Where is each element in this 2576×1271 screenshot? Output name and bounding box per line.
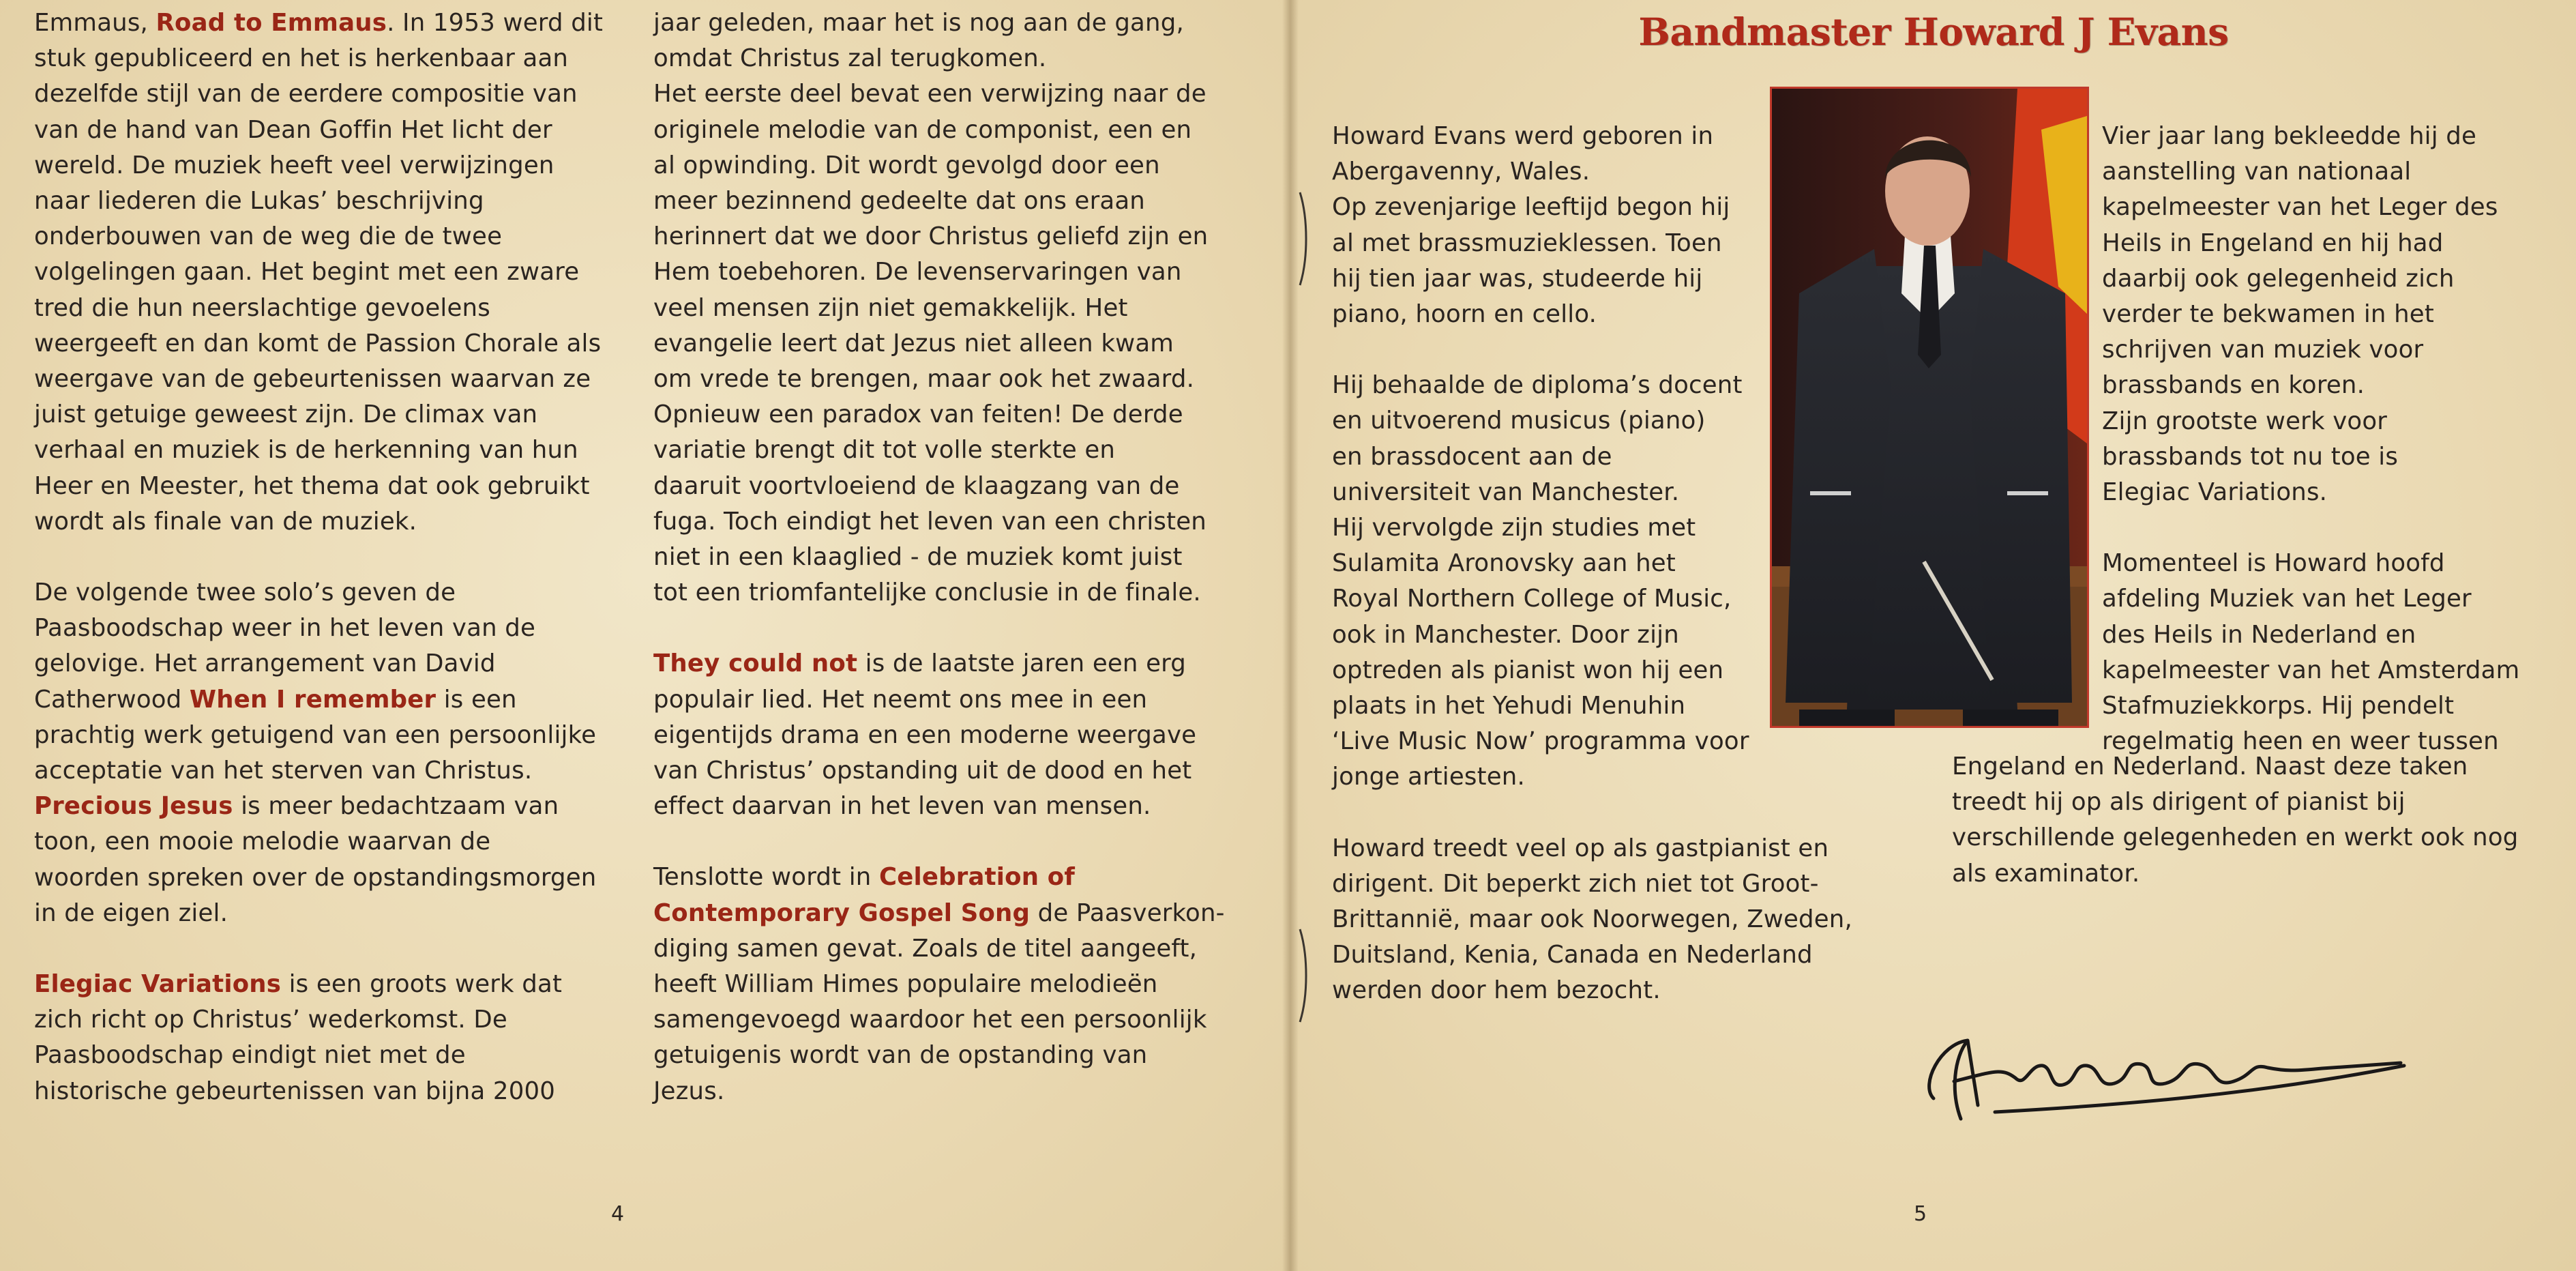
text-segment: Jezus. [653, 1077, 725, 1105]
text-segment: daarbij ook gelegenheid zich [2102, 264, 2455, 293]
text-column-2 [653, 5, 1240, 1109]
text-line [1332, 688, 1796, 724]
paragraph-gap [34, 540, 621, 575]
text-line [1332, 119, 1796, 154]
text-line [653, 433, 1240, 468]
text-line [1332, 510, 1796, 546]
text-line [1332, 831, 1829, 866]
text-segment: is een [436, 685, 517, 714]
text-line [34, 718, 621, 753]
text-line [1332, 226, 1796, 261]
text-segment: is een groots werk dat [281, 970, 563, 999]
text-segment: fuga. Toch eindigt het leven van een christen [653, 507, 1206, 536]
text-segment: universiteit van Manchester. [1332, 478, 1680, 506]
text-segment: toon, een mooie melodie waarvan de [34, 828, 491, 856]
text-line [34, 41, 621, 76]
text-line [1332, 403, 1796, 439]
text-line [34, 1074, 621, 1109]
text-line [653, 540, 1240, 575]
text-segment: Op zevenjarige leeftijd begon hij [1332, 193, 1730, 222]
text-segment: juist getuige geweest zijn. De climax van [34, 400, 538, 429]
text-line [653, 76, 1240, 112]
text-line [34, 254, 621, 290]
text-segment: omdat Christus zal terugkomen. [653, 44, 1047, 73]
text-line [2102, 154, 2538, 190]
text-line [2102, 226, 2538, 261]
text-segment: woorden spreken over de opstandingsmorgen [34, 863, 597, 892]
text-segment: prachtig werk getuigend van een persoonlijke [34, 720, 597, 749]
text-line [2102, 439, 2538, 475]
text-segment: brassbands tot nu toe is [2102, 442, 2399, 471]
text-segment: Duitsland, Kenia, Canada en Nederland [1332, 941, 1813, 969]
text-line [1952, 856, 2552, 892]
text-segment: tot een triomfantelijke conclusie in de finale. [653, 579, 1201, 607]
text-segment: weergave van de gebeurtenissen waarvan ze [34, 365, 591, 394]
text-segment: piano, hoorn en cello. [1332, 300, 1597, 329]
text-segment: Howard Evans werd geboren in [1332, 122, 1714, 150]
text-line [1332, 653, 1796, 688]
text-line [2102, 261, 2538, 297]
text-segment: Brittannië, maar ook Noorwegen, Zweden, [1332, 905, 1852, 934]
text-line [34, 789, 621, 824]
text-segment: Momenteel is Howard hoofd [2102, 549, 2445, 578]
text-line [34, 824, 621, 860]
text-segment: Catherwood [34, 685, 190, 714]
text-segment: Sulamita Aronovsky aan het [1332, 549, 1676, 578]
text-line [34, 682, 621, 718]
paragraph-gap [1332, 795, 1796, 831]
text-line [2102, 546, 2538, 581]
text-line [2102, 297, 2538, 332]
text-segment: wordt als finale van de muziek. [34, 507, 417, 536]
text-line [653, 397, 1240, 433]
portrait-illustration [1772, 89, 2087, 726]
paragraph-gap [653, 611, 1240, 646]
text-segment: en brassdocent aan de [1332, 442, 1612, 471]
text-segment: Howard treedt veel op als gastpianist en [1332, 834, 1829, 862]
text-segment: Opnieuw een paradox van feiten! De derde [653, 400, 1183, 429]
text-segment: aanstelling van nationaal [2102, 158, 2412, 186]
highlighted-title: Road to Emmaus [156, 9, 387, 37]
text-segment: populair lied. Het neemt ons mee in een [653, 685, 1148, 714]
text-segment: historische gebeurtenissen van bijna 2000 [34, 1077, 556, 1105]
text-line [2102, 119, 2538, 154]
text-line [1332, 973, 1796, 1008]
text-segment: en uitvoerend musicus (piano) [1332, 407, 1706, 435]
text-segment: wereld. De muziek heeft veel verwijzingen [34, 151, 554, 179]
text-line [34, 5, 621, 41]
text-line [1332, 190, 1796, 225]
text-segment: dirigent. Dit beperkt zich niet tot Groot- [1332, 869, 1819, 898]
text-segment: verschillende gelegenheden en werkt ook nog [1952, 823, 2519, 852]
text-segment: evangelie leert dat Jezus niet alleen kwam [653, 329, 1174, 357]
text-line [653, 148, 1240, 184]
text-segment: is meer bedachtzaam van [233, 792, 559, 821]
text-line [653, 5, 1240, 41]
text-line [34, 148, 621, 184]
text-segment: plaats in het Yehudi Menuhin [1332, 692, 1686, 720]
text-line [1332, 759, 1796, 795]
text-line [1332, 439, 1796, 475]
highlighted-title: Precious Jesus [34, 792, 233, 821]
text-line [34, 184, 621, 219]
text-segment: Paasboodschap weer in het leven van de [34, 614, 536, 643]
paragraph-gap [34, 931, 621, 967]
text-line [2102, 190, 2538, 225]
portrait-photo [1770, 87, 2089, 728]
text-segment: Paasboodschap eindigt niet met de [34, 1041, 466, 1070]
text-segment: meer bezinnend gedeelte dat ons eraan [653, 187, 1146, 216]
text-line [653, 753, 1240, 789]
text-segment: als examinator. [1952, 859, 2140, 888]
text-segment: Heer en Meester, het thema dat ook gebruikt [34, 471, 590, 500]
text-line [34, 433, 621, 468]
text-line [34, 504, 621, 540]
text-segment: acceptatie van het sterven van Christus. [34, 757, 533, 785]
text-line [1952, 820, 2552, 856]
text-segment: des Heils in Nederland en [2102, 620, 2416, 649]
text-segment: Vier jaar lang bekleedde hij de [2102, 122, 2477, 150]
text-segment: Zijn grootste werk voor [2102, 407, 2388, 435]
text-line [2102, 581, 2538, 617]
text-line [653, 254, 1240, 290]
text-segment: Stafmuziekkorps. Hij pendelt [2102, 692, 2455, 720]
text-line [1332, 475, 1796, 510]
text-segment: Tenslotte wordt in [653, 863, 879, 892]
text-line [653, 504, 1240, 540]
bracket-icon [1294, 191, 1311, 287]
text-segment: samengevoegd waardoor het een persoonlijk [653, 1006, 1207, 1034]
text-segment: Elegiac Variations. [2102, 478, 2328, 507]
text-line [653, 896, 1240, 931]
text-line [653, 575, 1240, 611]
text-line [34, 362, 621, 397]
highlighted-title: Elegiac Variations [34, 970, 282, 999]
text-line [2102, 475, 2538, 510]
bio-column-bottom [1952, 749, 2552, 892]
text-segment: verhaal en muziek is de herkenning van hun [34, 436, 578, 465]
text-segment: veel mensen zijn niet gemakkelijk. Het [653, 293, 1128, 322]
text-line [1332, 261, 1796, 297]
text-segment: werden door hem bezocht. [1332, 976, 1661, 1005]
text-segment: De volgende twee solo’s geven de [34, 579, 456, 607]
text-line [653, 326, 1240, 362]
text-line [1332, 154, 1796, 190]
text-line [34, 326, 621, 362]
text-segment: Hij behaalde de diploma’s docent [1332, 371, 1743, 400]
text-segment: naar liederen die Lukas’ beschrijving [34, 187, 484, 216]
text-segment: effect daarvan in het leven van mensen. [653, 792, 1151, 821]
text-segment: kapelmeester van het Amsterdam [2102, 656, 2520, 684]
text-segment: verder te bekwamen in het [2102, 300, 2434, 329]
text-line [1332, 368, 1796, 403]
paragraph-gap [653, 824, 1240, 860]
text-line [1332, 902, 1852, 937]
highlighted-title: Celebration of [878, 863, 1075, 892]
text-segment: hij tien jaar was, studeerde hij [1332, 264, 1703, 293]
text-line [34, 1002, 621, 1038]
text-segment: . In 1953 werd dit [387, 9, 604, 37]
text-segment: volgelingen gaan. Het begint met een zware [34, 258, 580, 287]
text-line [653, 931, 1240, 967]
text-segment: Hem toebehoren. De levenservaringen van [653, 258, 1182, 287]
text-line [2102, 617, 2538, 653]
text-segment: brassbands en koren. [2102, 371, 2365, 400]
text-line [1332, 297, 1796, 332]
text-line [653, 219, 1240, 254]
text-segment: al opwinding. Dit wordt gevolgd door een [653, 151, 1160, 179]
text-line [1952, 749, 2552, 785]
text-segment: daaruit voortvloeiend de klaagzang van de [653, 471, 1180, 500]
text-segment: dezelfde stijl van de eerdere compositie van [34, 80, 578, 108]
text-line [1332, 581, 1796, 617]
text-line [653, 967, 1240, 1002]
text-line [34, 469, 621, 504]
text-segment: Abergavenny, Wales. [1332, 158, 1590, 186]
text-segment: Engeland en Nederland. Naast deze taken [1952, 753, 2468, 780]
text-segment: treedt hij op als dirigent of pianist bij [1952, 788, 2405, 817]
text-line [653, 682, 1240, 718]
highlighted-title: They could not [653, 649, 858, 678]
text-line [653, 184, 1240, 219]
text-line [653, 1038, 1240, 1073]
highlighted-title: When I remember [189, 685, 436, 714]
paragraph-gap [1332, 332, 1796, 368]
text-segment: kapelmeester van het Leger des [2102, 193, 2498, 222]
text-line [34, 896, 621, 931]
text-line [653, 789, 1240, 824]
text-segment: onderbouwen van de weg die de twee [34, 222, 503, 251]
text-segment: variatie brengt dit tot volle sterkte en [653, 436, 1116, 465]
text-segment: in de eigen ziel. [34, 899, 228, 927]
text-line [34, 1038, 621, 1073]
text-line [653, 646, 1240, 682]
text-segment: herinnert dat we door Christus geliefd zijn en [653, 222, 1209, 251]
text-line [34, 611, 621, 646]
text-line [653, 860, 1240, 895]
bio-column-left [1332, 119, 1852, 1009]
text-segment: afdeling Muziek van het Leger [2102, 585, 2472, 613]
text-line [2102, 404, 2538, 439]
text-line [34, 575, 621, 611]
text-line [653, 1002, 1240, 1038]
text-line [2102, 332, 2538, 368]
text-segment: tred die hun neerslachtige gevoelens [34, 293, 490, 322]
text-segment: schrijven van muziek voor [2102, 336, 2424, 364]
text-segment: van de hand van Dean Goffin Het licht der [34, 115, 552, 144]
text-line [34, 291, 621, 326]
text-segment: de Paasverkon- [1030, 899, 1225, 927]
text-line [1332, 937, 1813, 973]
text-segment: Heils in Engeland en hij had [2102, 229, 2444, 257]
text-line [34, 753, 621, 789]
text-segment: optreden als pianist won hij een [1332, 656, 1724, 684]
text-segment: is de laatste jaren een erg [857, 649, 1187, 678]
text-line [1332, 617, 1796, 653]
text-line [653, 291, 1240, 326]
text-line [1332, 724, 1796, 759]
text-segment: Royal Northern College of Music, [1332, 585, 1732, 613]
text-line [34, 967, 621, 1002]
paragraph-gap [2102, 510, 2538, 546]
bracket-icon [1294, 928, 1311, 1023]
text-segment: diging samen gevat. Zoals de titel aangeeft, [653, 934, 1198, 963]
text-segment: jonge artiesten. [1332, 763, 1525, 791]
text-line [34, 397, 621, 433]
text-segment: originele melodie van de componist, een en [653, 115, 1192, 144]
text-line [2102, 688, 2538, 724]
text-line [1332, 866, 1819, 902]
text-line [1332, 546, 1796, 581]
text-line [2102, 368, 2538, 403]
text-line [34, 646, 621, 682]
text-segment: niet in een klaaglied - de muziek komt juist [653, 543, 1183, 572]
text-segment: weergeeft en dan komt de Passion Chorale als [34, 329, 602, 357]
text-line [653, 41, 1240, 76]
text-line [653, 469, 1240, 504]
text-line [653, 1074, 1240, 1109]
bio-column-right [2102, 119, 2538, 759]
text-segment: getuigenis wordt van de opstanding van [653, 1041, 1148, 1070]
page-number: 5 [1914, 1202, 1927, 1226]
text-segment: al met brassmuzieklessen. Toen [1332, 229, 1722, 257]
text-segment: regelmatig heen en weer tussen [2102, 727, 2499, 756]
page-number: 4 [611, 1202, 625, 1226]
text-line [653, 718, 1240, 753]
text-line [2102, 653, 2538, 688]
text-segment: Emmaus, [34, 9, 156, 37]
highlighted-title: Contemporary Gospel Song [653, 899, 1031, 927]
text-segment: om vrede te brengen, maar ook het zwaard. [653, 365, 1195, 394]
text-segment: ook in Manchester. Door zijn [1332, 620, 1679, 649]
text-line [653, 113, 1240, 148]
text-segment: stuk gepubliceerd en het is herkenbaar aan [34, 44, 569, 73]
text-column-1 [34, 5, 621, 1109]
text-segment: eigentijds drama en een moderne weergave [653, 720, 1197, 749]
text-line [34, 76, 621, 112]
text-line [34, 113, 621, 148]
text-segment: van Christus’ opstanding uit de dood en het [653, 757, 1192, 785]
text-line [34, 219, 621, 254]
text-line [34, 860, 621, 896]
text-segment: Het eerste deel bevat een verwijzing naar de [653, 80, 1206, 108]
page-title: Bandmaster Howard J Evans [1638, 10, 2229, 54]
signature-icon [1913, 1003, 2418, 1133]
text-segment: Hij vervolgde zijn studies met [1332, 514, 1696, 542]
text-segment: heeft William Himes populaire melodieën [653, 970, 1158, 999]
text-segment: ‘Live Music Now’ programma voor [1332, 727, 1749, 756]
text-line [653, 362, 1240, 397]
text-segment: zich richt op Christus’ wederkomst. De [34, 1006, 507, 1034]
text-segment: gelovige. Het arrangement van David [34, 649, 496, 678]
text-segment: jaar geleden, maar het is nog aan de gang, [653, 9, 1184, 37]
text-line [1952, 785, 2552, 820]
